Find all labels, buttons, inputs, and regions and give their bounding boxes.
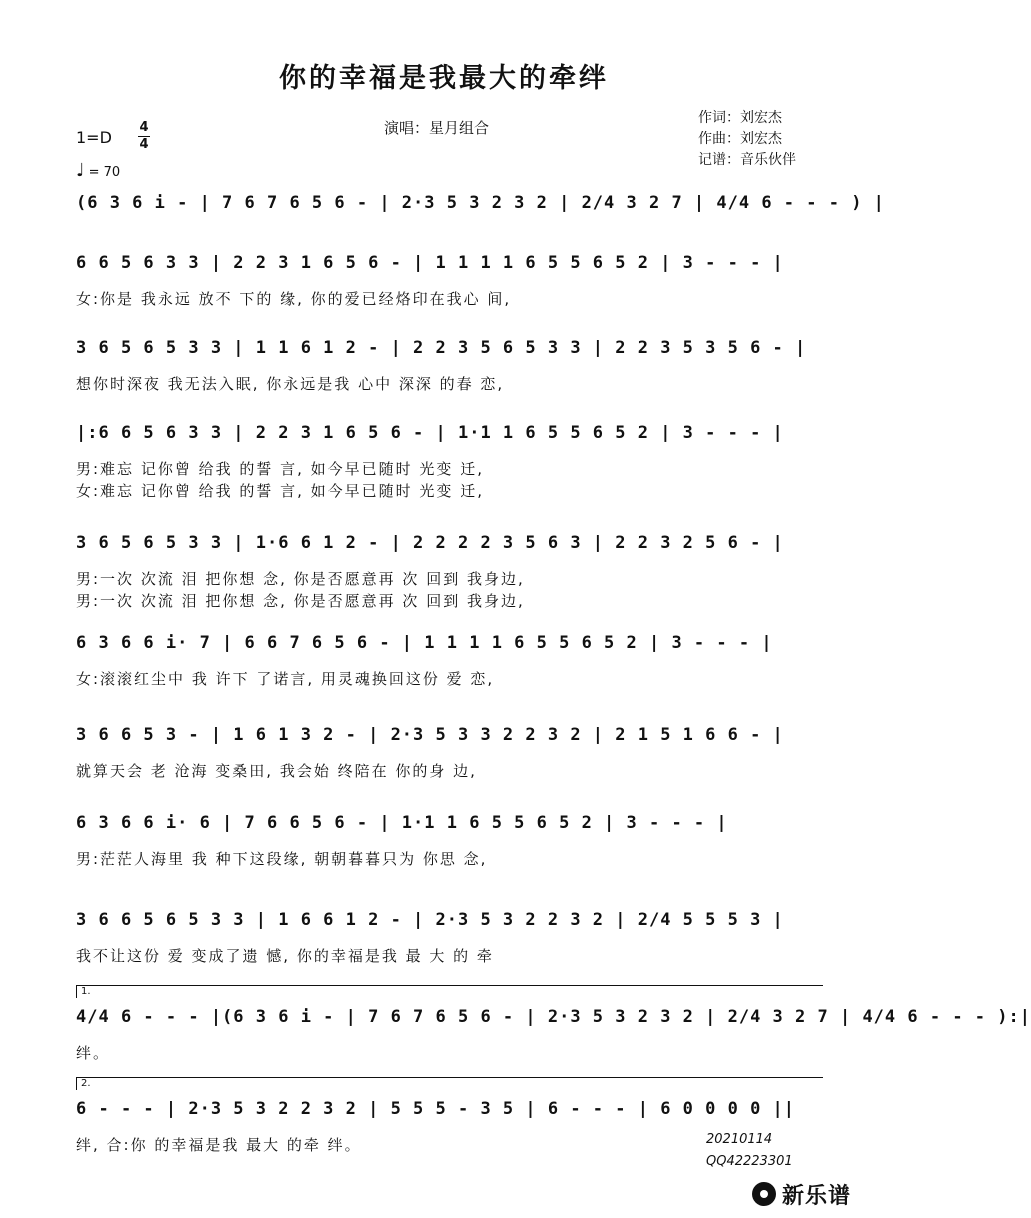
logo-text: 新乐谱 xyxy=(782,1183,852,1209)
score-row xyxy=(76,808,822,878)
volta-2: 2. xyxy=(76,1077,823,1090)
lyric-line: 女:滚滚红尘中 我 许下 了诺言, 用灵魂换回这份 爱 恋, xyxy=(76,670,495,688)
notation-line: 6 3 6 6 i· 7 | 6 6 7 6 5 6 - | 1 1 1 1 6 5 5 6 5 2 | 3 - - - | xyxy=(76,633,773,653)
notation-line: (6 3 6 i - | 7 6 7 6 5 6 - | 2·3 5 3 2 3 2 | 2/4 3 2 7 | 4/4 6 - - - ) | xyxy=(76,193,885,213)
lyric-line: 绊。 xyxy=(76,1044,111,1062)
transcriber: 记谱：音乐伙伴 xyxy=(698,152,796,168)
notation-line: 3 6 5 6 5 3 3 | 1 1 6 1 2 - | 2 2 3 5 6 5 3 3 | 2 2 3 5 3 5 6 - | xyxy=(76,338,807,358)
site-logo xyxy=(752,1180,851,1208)
record-disc-icon xyxy=(752,1182,776,1206)
tempo xyxy=(76,160,120,181)
time-signature xyxy=(138,120,150,153)
composer: 作曲：刘宏杰 xyxy=(698,131,782,147)
score-row xyxy=(76,720,822,790)
score-row xyxy=(76,528,822,610)
lyric-line: 男:一次 次流 泪 把你想 念, 你是否愿意再 次 回到 我身边, xyxy=(76,592,525,610)
song-title: 你的幸福是我最大的牵绊 xyxy=(279,63,609,94)
lyric-line: 想你时深夜 我无法入眠, 你永远是我 心中 深深 的春 恋, xyxy=(76,375,505,393)
lyric-line: 男:茫茫人海里 我 种下这段缘, 朝朝暮暮只为 你思 念, xyxy=(76,850,488,868)
lyric-line: 我不让这份 爱 变成了遗 憾, 你的幸福是我 最 大 的 牵 xyxy=(76,947,494,965)
score-row xyxy=(76,905,822,975)
lyric-line: 绊, 合:你 的幸福是我 最大 的牵 绊。 xyxy=(76,1136,362,1154)
tempo-value: = 70 xyxy=(88,165,121,180)
quarter-note-icon: ♩ xyxy=(76,160,85,181)
lyric-line: 女:你是 我永远 放不 下的 缘, 你的爱已经烙印在我心 间, xyxy=(76,290,512,308)
key-signature: 1=D xyxy=(76,128,112,147)
score-row xyxy=(76,418,822,500)
notation-line: 6 - - - | 2·3 5 3 2 2 3 2 | 5 5 5 - 3 5 | 6 - - - | 6 0 0 0 0 || xyxy=(76,1099,796,1119)
score-row xyxy=(76,333,822,403)
notation-line: 4/4 6 - - - |(6 3 6 i - | 7 6 7 6 5 6 - | 2·3 5 3 2 3 2 | 2/4 3 2 7 | 4/4 6 - - - ):| xyxy=(76,1007,1031,1027)
lyricist: 作词：刘宏杰 xyxy=(698,110,782,126)
lyric-line: 就算天会 老 沧海 变桑田, 我会始 终陪在 你的身 边, xyxy=(76,762,477,780)
notation-line: 6 6 5 6 3 3 | 2 2 3 1 6 5 6 - | 1 1 1 1 6 5 5 6 5 2 | 3 - - - | xyxy=(76,253,784,273)
score-row xyxy=(76,1002,1031,1072)
meter-top: 4 xyxy=(139,120,149,135)
date: 20210114 xyxy=(706,1132,773,1147)
score-row xyxy=(76,248,822,318)
volta-1: 1. xyxy=(76,985,823,998)
lyric-line: 男:一次 次流 泪 把你想 念, 你是否愿意再 次 回到 我身边, xyxy=(76,570,525,588)
lyric-line: 女:难忘 记你曾 给我 的誓 言, 如今早已随时 光变 迁, xyxy=(76,482,484,500)
notation-line: 6 3 6 6 i· 6 | 7 6 6 5 6 - | 1·1 1 6 5 5 6 5 2 | 3 - - - | xyxy=(76,813,728,833)
notation-line: 3 6 5 6 5 3 3 | 1·6 6 1 2 - | 2 2 2 2 3 5 6 3 | 2 2 3 2 5 6 - | xyxy=(76,533,784,553)
notation-line: 3 6 6 5 6 5 3 3 | 1 6 6 1 2 - | 2·3 5 3 2 2 3 2 | 2/4 5 5 5 3 | xyxy=(76,910,784,930)
lyric-line: 男:难忘 记你曾 给我 的誓 言, 如今早已随时 光变 迁, xyxy=(76,460,484,478)
singer: 演唱：星月组合 xyxy=(384,119,490,137)
credits xyxy=(698,108,796,171)
score-row xyxy=(76,628,822,698)
qq-number: QQ42223301 xyxy=(706,1154,793,1169)
notation-line: 3 6 6 5 3 - | 1 6 1 3 2 - | 2·3 5 3 3 2 2 3 2 | 2 1 5 1 6 6 - | xyxy=(76,725,784,745)
meter-bottom: 4 xyxy=(139,137,149,152)
notation-line: |:6 6 5 6 3 3 | 2 2 3 1 6 5 6 - | 1·1 1 6 5 5 6 5 2 | 3 - - - | xyxy=(76,423,784,443)
